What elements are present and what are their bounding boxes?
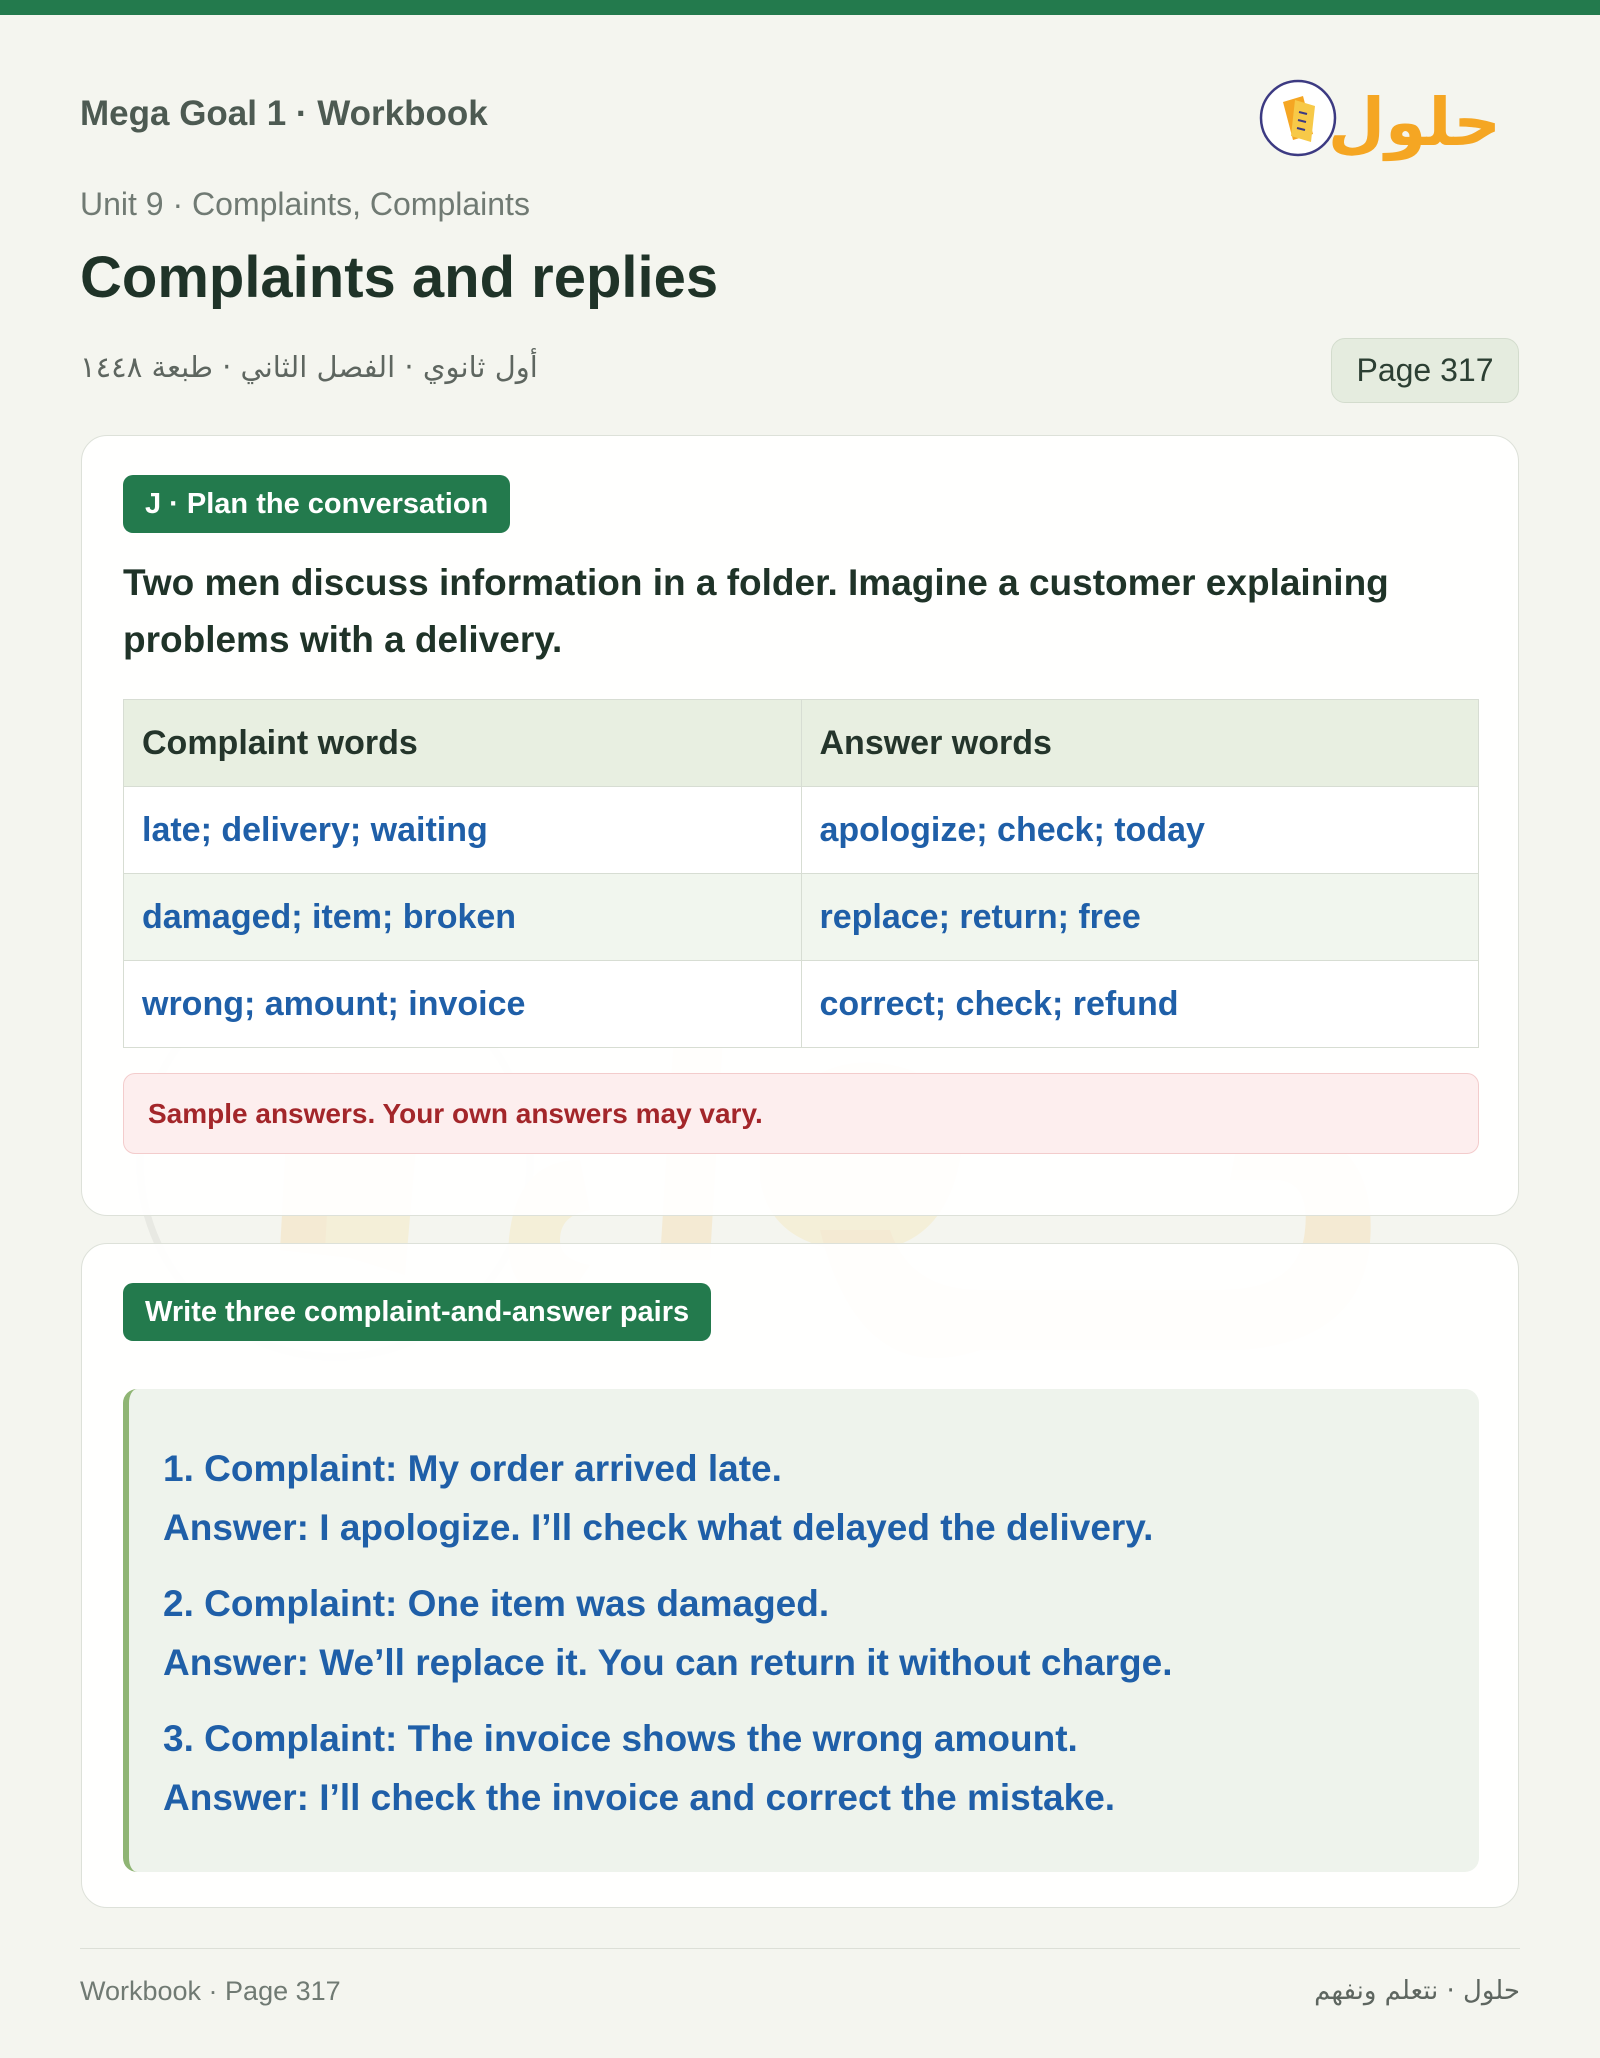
hulul-logo: [1255, 62, 1505, 170]
footer-divider: [80, 1948, 1520, 1949]
complaint-words-cell: damaged; item; broken: [124, 874, 802, 961]
complaint-words-cell: wrong; amount; invoice: [124, 961, 802, 1048]
table-header-row: [124, 700, 1479, 787]
column-header: Answer words: [801, 700, 1479, 787]
page-title: Complaints and replies: [80, 245, 719, 310]
answer-line: Answer: I’ll check the invoice and correct the mistake.: [163, 1777, 1116, 1818]
series-title: Mega Goal 1 · Workbook: [80, 94, 488, 133]
column-header: Complaint words: [124, 700, 802, 787]
answer-words-cell: apologize; check; today: [801, 787, 1479, 874]
complaint-line: 1. Complaint: My order arrived late.: [163, 1448, 782, 1489]
answer-line: Answer: We’ll replace it. You can return it without charge.: [163, 1642, 1173, 1683]
list-item: [163, 1709, 1479, 1827]
table-row: [124, 874, 1479, 961]
answer-box: [123, 1389, 1479, 1872]
complaint-line: 3. Complaint: The invoice shows the wrong amount.: [163, 1718, 1078, 1759]
table-row: [124, 961, 1479, 1048]
vocabulary-table: [123, 699, 1479, 1048]
section-j-badge: J · Plan the conversation: [123, 475, 510, 533]
list-item: [163, 1574, 1479, 1692]
answer-words-cell: replace; return; free: [801, 874, 1479, 961]
table-row: [124, 787, 1479, 874]
plan-conversation-card: [81, 435, 1519, 1216]
footer-brand-tagline: حلول · نتعلم ونفهم: [1314, 1976, 1520, 2006]
sample-answers-note: Sample answers. Your own answers may vary.: [123, 1073, 1479, 1154]
footer-page-label: Workbook · Page 317: [80, 1976, 341, 2006]
svg-text:حلول: حلول: [1327, 84, 1501, 161]
arabic-grade-info: أول ثانوي · الفصل الثاني · طبعة ١٤٤٨: [80, 350, 538, 384]
answer-words-cell: correct; check; refund: [801, 961, 1479, 1048]
exercise-prompt: Two men discuss information in a folder. Imagine a customer explaining problems with a delivery.: [123, 562, 1389, 660]
complaint-line: 2. Complaint: One item was damaged.: [163, 1583, 830, 1624]
unit-subtitle: Unit 9 · Complaints, Complaints: [80, 186, 530, 222]
page-number-badge: Page 317: [1331, 338, 1519, 403]
complaint-words-cell: late; delivery; waiting: [124, 787, 802, 874]
write-pairs-badge: Write three complaint-and-answer pairs: [123, 1283, 711, 1341]
answer-line: Answer: I apologize. I’ll check what delayed the delivery.: [163, 1507, 1154, 1548]
top-accent-bar: [0, 0, 1600, 15]
list-item: [163, 1439, 1479, 1557]
write-pairs-card: [81, 1243, 1519, 1908]
